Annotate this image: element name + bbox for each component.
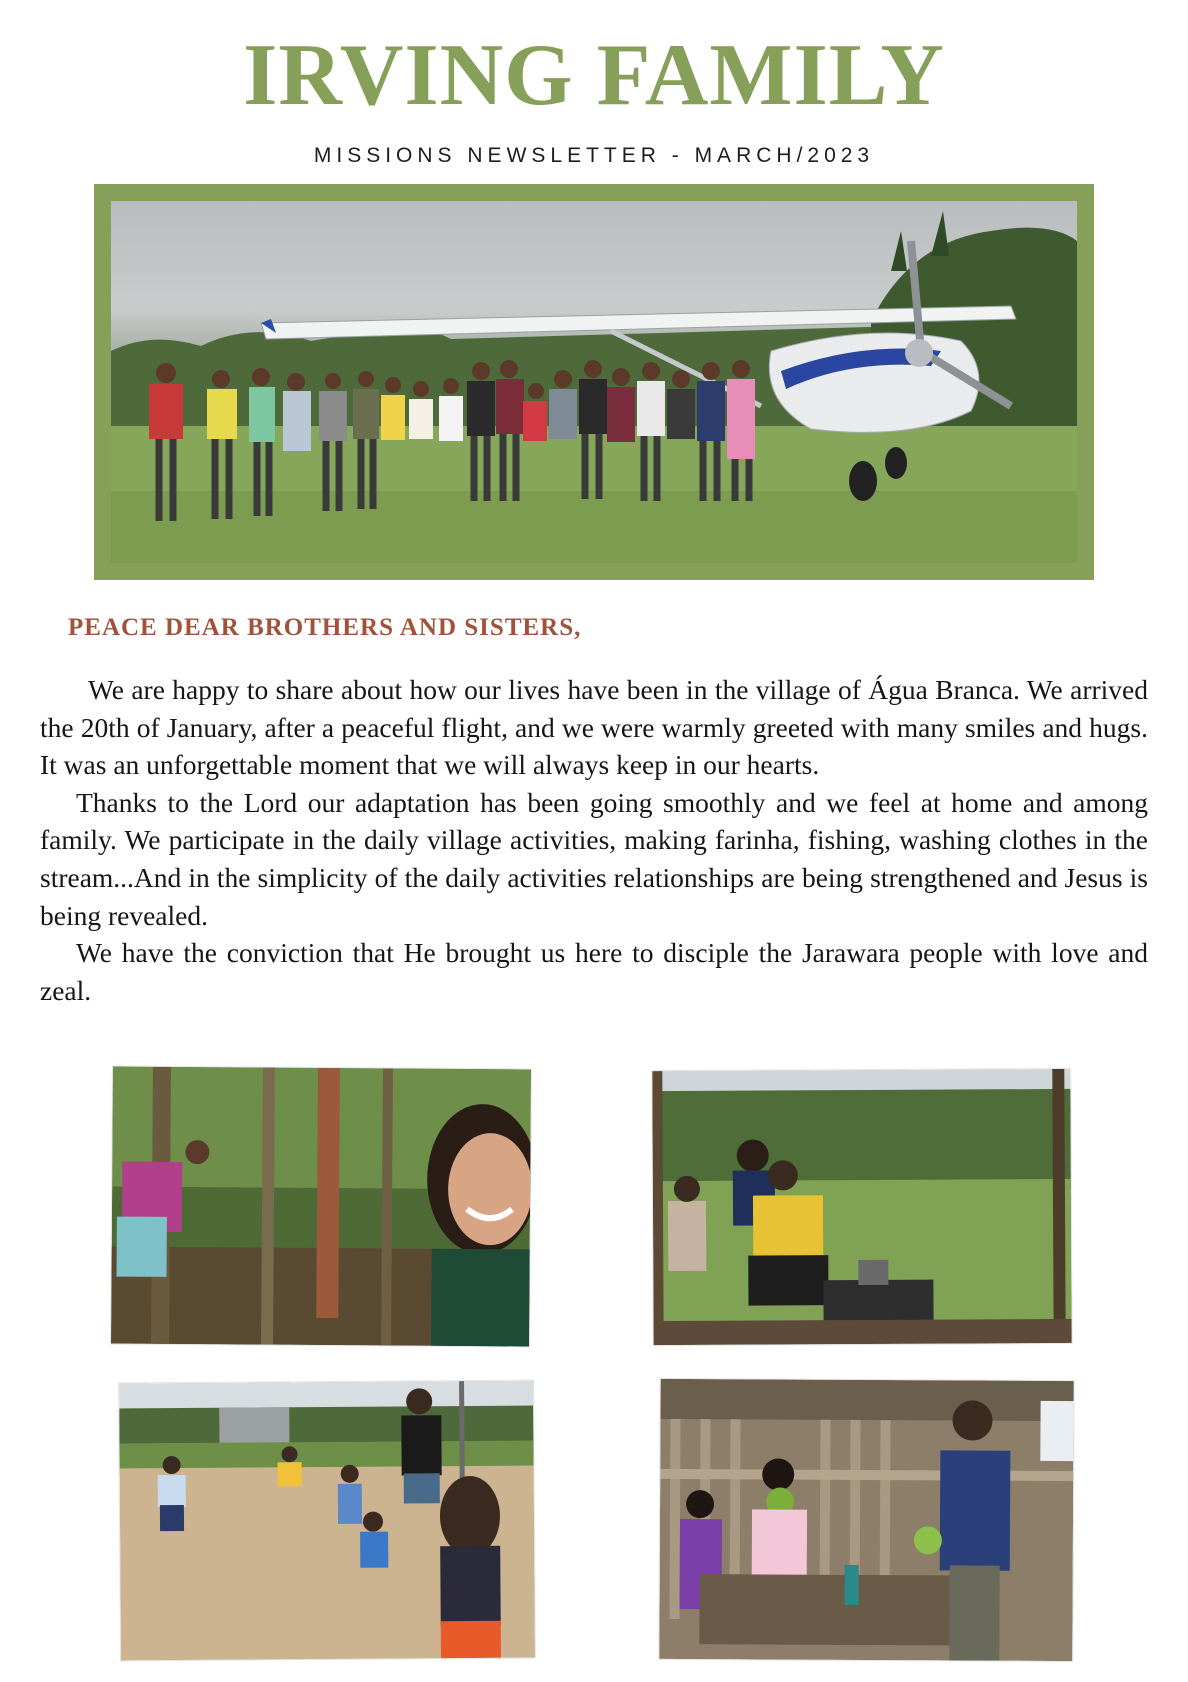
hero-photo-group-with-airplane <box>111 201 1077 563</box>
photo-coconuts <box>659 1379 1073 1661</box>
photo-cooking-outdoors <box>652 1069 1071 1345</box>
paragraph-arrival: We are happy to share about how our lives have been in the village of Água Branca. We arrived the 20th of January, after a peaceful flight, and we were warmly greeted with many smiles and hugs. It was an unforgettable moment that we will always keep in our hearts. <box>40 674 1148 781</box>
page-title: IRVING FAMILY <box>243 27 945 124</box>
photo-children-playing <box>119 1381 535 1661</box>
paragraph-conviction: We have the conviction that He brought us here to disciple the Jarawara people with love and zeal. <box>40 937 1148 1006</box>
greeting-heading: PEACE DEAR BROTHERS AND SISTERS, <box>68 614 582 641</box>
hero-photo-frame <box>94 184 1094 580</box>
newsletter-subtitle: MISSIONS NEWSLETTER - MARCH/2023 <box>313 144 875 167</box>
photo-forest-selfie <box>111 1067 531 1347</box>
paragraph-adaptation: Thanks to the Lord our adaptation has been going smoothly and we feel at home and among family. We participate in the daily village activities, making farinha, fishing, washing clothes in the stream...And in the simplicity of the daily activities relationships are being strengthened and Jesus is being revealed. <box>40 786 1148 931</box>
letter-body <box>40 671 1148 1009</box>
